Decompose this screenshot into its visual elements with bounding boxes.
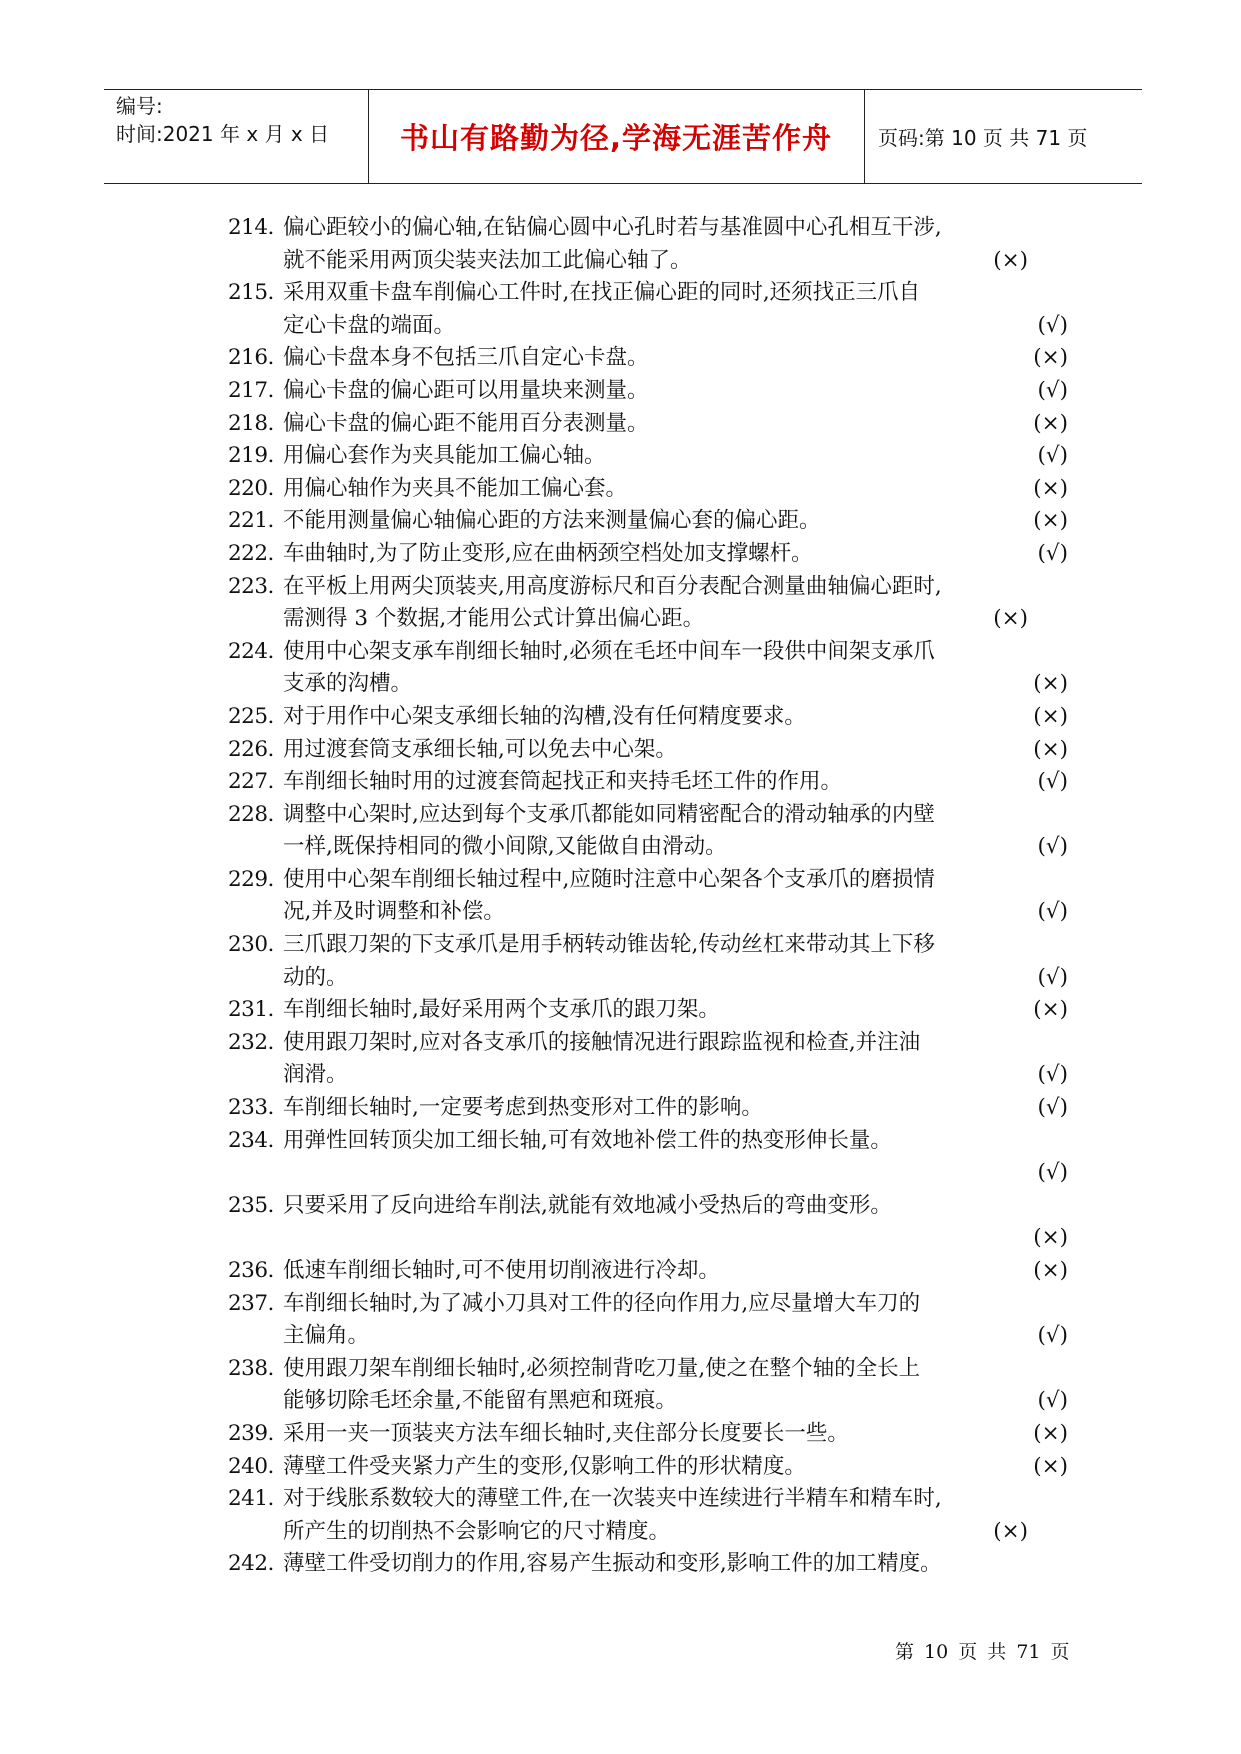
answer-mark: (√): [1037, 1062, 1068, 1088]
question-text: 车削细长轴时用的过渡套筒起找正和夹持毛坯工件的作用。: [283, 769, 843, 795]
question-item: [228, 440, 1068, 473]
question-number: 218.: [228, 410, 274, 436]
question-line: [228, 1255, 1068, 1288]
question-line: [228, 1548, 1068, 1581]
question-number: 240.: [228, 1453, 274, 1479]
question-line: [228, 896, 1068, 929]
question-number: 224.: [228, 638, 274, 664]
question-item: [228, 734, 1068, 767]
question-number: 233.: [228, 1095, 274, 1121]
answer-mark: (×): [1033, 736, 1068, 762]
question-item: [228, 766, 1068, 799]
answer-mark: (√): [1037, 769, 1068, 795]
question-line: [228, 1157, 1068, 1190]
question-item: [228, 408, 1068, 441]
question-number: 239.: [228, 1420, 274, 1446]
question-number: 237.: [228, 1290, 274, 1316]
question-line: [228, 668, 1068, 701]
question-line: [228, 766, 1068, 799]
question-line: [228, 310, 1068, 343]
question-text: 动的。: [283, 964, 348, 990]
answer-mark: (√): [1037, 834, 1068, 860]
question-text: 对于用作中心架支承细长轴的沟槽,没有任何精度要求。: [283, 703, 806, 729]
question-text: 用弹性回转顶尖加工细长轴,可有效地补偿工件的热变形伸长量。: [283, 1127, 892, 1153]
question-line: [228, 1353, 1068, 1386]
question-text: 支承的沟槽。: [283, 671, 413, 697]
question-number: 219.: [228, 443, 274, 469]
question-number: 222.: [228, 540, 274, 566]
question-line: [228, 1092, 1068, 1125]
question-item: [228, 1190, 1068, 1255]
question-item: [228, 929, 1068, 994]
question-text: 三爪跟刀架的下支承爪是用手柄转动锥齿轮,传动丝杠来带动其上下移: [283, 932, 935, 958]
answer-mark: (√): [1037, 899, 1068, 925]
answer-mark: (√): [1037, 1388, 1068, 1414]
answer-mark: (×): [1033, 1420, 1068, 1446]
header-left-cell: [104, 90, 369, 183]
question-number: 228.: [228, 801, 274, 827]
document-time-label: 时间:2021 年 x 月 x 日: [116, 122, 330, 146]
question-item: [228, 473, 1068, 506]
question-number: 215.: [228, 280, 274, 306]
question-line: [228, 962, 1068, 995]
question-line: [228, 505, 1068, 538]
question-line: [228, 799, 1068, 832]
question-text: 用偏心轴作为夹具不能加工偏心套。: [283, 475, 628, 501]
answer-mark: (√): [1037, 1323, 1068, 1349]
question-text: 润滑。: [283, 1062, 348, 1088]
question-line: [228, 831, 1068, 864]
question-number: 220.: [228, 475, 274, 501]
question-line: [228, 538, 1068, 571]
question-line: [228, 342, 1068, 375]
question-text: 能够切除毛坯余量,不能留有黑疤和斑痕。: [283, 1388, 677, 1414]
question-number: 232.: [228, 1029, 274, 1055]
question-number: 216.: [228, 345, 274, 371]
question-item: [228, 505, 1068, 538]
question-text: 使用中心架支承车削细长轴时,必须在毛坯中间车一段供中间架支承爪: [283, 638, 935, 664]
question-number: 221.: [228, 508, 274, 534]
question-item: [228, 212, 1068, 277]
question-number: 236.: [228, 1258, 274, 1283]
question-line: [228, 375, 1068, 408]
answer-mark: (×): [993, 606, 1028, 632]
question-text: 主偏角。: [283, 1323, 370, 1349]
question-text: 定心卡盘的端面。: [283, 312, 456, 338]
answer-mark: (×): [1033, 1453, 1068, 1479]
document-header: [104, 89, 1142, 184]
question-text: 采用一夹一顶装夹方法车细长轴时,夹住部分长度要长一些。: [283, 1420, 849, 1446]
answer-mark: (√): [1037, 964, 1068, 990]
question-line: [228, 408, 1068, 441]
question-text: 薄壁工件受夹紧力产生的变形,仅影响工件的形状精度。: [283, 1453, 806, 1479]
question-line: [228, 1222, 1068, 1255]
answer-mark: (√): [1037, 1095, 1068, 1121]
question-item: [228, 277, 1068, 342]
question-number: 226.: [228, 736, 274, 762]
question-text: 偏心距较小的偏心轴,在钻偏心圆中心孔时若与基准圆中心孔相互干涉,: [283, 215, 942, 240]
question-line: [228, 1516, 1068, 1549]
question-item: [228, 636, 1068, 701]
header-middle-cell: [368, 90, 865, 183]
question-number: 231.: [228, 997, 274, 1023]
question-text: 车削细长轴时,一定要考虑到热变形对工件的影响。: [283, 1095, 763, 1121]
question-number: 227.: [228, 769, 274, 795]
question-item: [228, 571, 1068, 636]
question-line: [228, 1059, 1068, 1092]
question-line: [228, 701, 1068, 734]
answer-mark: (√): [1037, 377, 1068, 403]
question-text: 用过渡套筒支承细长轴,可以免去中心架。: [283, 736, 677, 762]
answer-mark: (×): [993, 1518, 1028, 1544]
answer-mark: (×): [993, 247, 1028, 273]
question-number: 241.: [228, 1486, 274, 1512]
question-text: 在平板上用两尖顶装夹,用高度游标尺和百分表配合测量曲轴偏心距时,: [283, 573, 942, 599]
question-line: [228, 245, 1068, 278]
answer-mark: (√): [1037, 540, 1068, 566]
question-line: [228, 277, 1068, 310]
question-text: 调整中心架时,应达到每个支承爪都能如同精密配合的滑动轴承的内壁: [283, 801, 935, 827]
question-item: [228, 1353, 1068, 1418]
question-number: 235.: [228, 1192, 274, 1218]
question-text: 使用中心架车削细长轴过程中,应随时注意中心架各个支承爪的磨损情: [283, 866, 935, 892]
answer-mark: (×): [1033, 1258, 1068, 1283]
question-item: [228, 1451, 1068, 1484]
answer-mark: (×): [1033, 703, 1068, 729]
question-text: 偏心卡盘的偏心距不能用百分表测量。: [283, 410, 649, 436]
question-item: [228, 375, 1068, 408]
question-line: [228, 1125, 1068, 1158]
question-item: [228, 799, 1068, 864]
question-item: [228, 1092, 1068, 1125]
answer-mark: (×): [1033, 508, 1068, 534]
answer-mark: (×): [1033, 410, 1068, 436]
question-text: 偏心卡盘本身不包括三爪自定心卡盘。: [283, 345, 649, 371]
question-text: 低速车削细长轴时,可不使用切削液进行冷却。: [283, 1258, 720, 1283]
question-line: [228, 1418, 1068, 1451]
answer-mark: (×): [1033, 345, 1068, 371]
question-text: 一样,既保持相同的微小间隙,又能做自由滑动。: [283, 834, 727, 860]
question-line: [228, 1451, 1068, 1484]
question-line: [228, 603, 1068, 636]
question-text: 使用跟刀架时,应对各支承爪的接触情况进行跟踪监视和检查,并注油: [283, 1029, 921, 1055]
question-item: [228, 1027, 1068, 1092]
question-number: 242.: [228, 1551, 274, 1577]
question-list: [228, 212, 1068, 1581]
question-item: [228, 994, 1068, 1027]
header-motto: 书山有路勤为径,学海无涯苦作舟: [399, 121, 833, 155]
question-line: [228, 1320, 1068, 1353]
question-text: 所产生的切削热不会影响它的尺寸精度。: [283, 1518, 671, 1544]
question-number: 229.: [228, 866, 274, 892]
question-text: 对于线胀系数较大的薄壁工件,在一次装夹中连续进行半精车和精车时,: [283, 1486, 942, 1512]
question-item: [228, 1548, 1068, 1581]
question-item: [228, 1483, 1068, 1548]
answer-mark: (×): [1033, 671, 1068, 697]
question-line: [228, 994, 1068, 1027]
question-text: 就不能采用两顶尖装夹法加工此偏心轴了。: [283, 247, 692, 273]
question-item: [228, 1125, 1068, 1190]
question-text: 需测得 3 个数据,才能用公式计算出偏心距。: [283, 606, 705, 632]
question-item: [228, 1255, 1068, 1288]
question-text: 只要采用了反向进给车削法,就能有效地减小受热后的弯曲变形。: [283, 1192, 892, 1218]
question-number: 230.: [228, 932, 274, 958]
question-number: 214.: [228, 215, 274, 240]
question-item: [228, 538, 1068, 571]
question-number: 217.: [228, 377, 274, 403]
question-text: 况,并及时调整和补偿。: [283, 899, 505, 925]
question-item: [228, 864, 1068, 929]
question-item: [228, 701, 1068, 734]
question-number: 234.: [228, 1127, 274, 1153]
question-line: [228, 864, 1068, 897]
answer-mark: (√): [1037, 312, 1068, 338]
question-text: 偏心卡盘的偏心距可以用量块来测量。: [283, 377, 649, 403]
question-text: 采用双重卡盘车削偏心工件时,在找正偏心距的同时,还须找正三爪自: [283, 280, 921, 306]
header-right-cell: [864, 90, 1142, 183]
question-text: 车削细长轴时,最好采用两个支承爪的跟刀架。: [283, 997, 720, 1023]
answer-mark: (×): [1033, 1225, 1068, 1251]
question-text: 车削细长轴时,为了减小刀具对工件的径向作用力,应尽量增大车刀的: [283, 1290, 921, 1316]
question-text: 车曲轴时,为了防止变形,应在曲柄颈空档处加支撑螺杆。: [283, 540, 813, 566]
question-number: 223.: [228, 573, 274, 599]
question-text: 不能用测量偏心轴偏心距的方法来测量偏心套的偏心距。: [283, 508, 821, 534]
question-line: [228, 1385, 1068, 1418]
question-number: 225.: [228, 703, 274, 729]
question-text: 用偏心套作为夹具能加工偏心轴。: [283, 443, 606, 469]
question-line: [228, 212, 1068, 245]
document-number-label: 编号:: [116, 94, 163, 118]
question-line: [228, 571, 1068, 604]
question-line: [228, 473, 1068, 506]
header-page-info: 页码:第 10 页 共 71 页: [878, 126, 1088, 150]
answer-mark: (×): [1033, 997, 1068, 1023]
page-footer: 第 10 页 共 71 页: [895, 1641, 1070, 1663]
answer-mark: (√): [1037, 1160, 1068, 1186]
answer-mark: (√): [1037, 443, 1068, 469]
question-item: [228, 1418, 1068, 1451]
question-line: [228, 1190, 1068, 1223]
answer-mark: (×): [1033, 475, 1068, 501]
question-line: [228, 1483, 1068, 1516]
question-text: 薄壁工件受切削力的作用,容易产生振动和变形,影响工件的加工精度。: [283, 1551, 942, 1577]
question-line: [228, 929, 1068, 962]
question-line: [228, 734, 1068, 767]
question-number: 238.: [228, 1355, 274, 1381]
question-line: [228, 1027, 1068, 1060]
question-line: [228, 1288, 1068, 1321]
question-line: [228, 636, 1068, 669]
question-line: [228, 440, 1068, 473]
question-item: [228, 1288, 1068, 1353]
question-item: [228, 342, 1068, 375]
question-text: 使用跟刀架车削细长轴时,必须控制背吃刀量,使之在整个轴的全长上: [283, 1355, 921, 1381]
